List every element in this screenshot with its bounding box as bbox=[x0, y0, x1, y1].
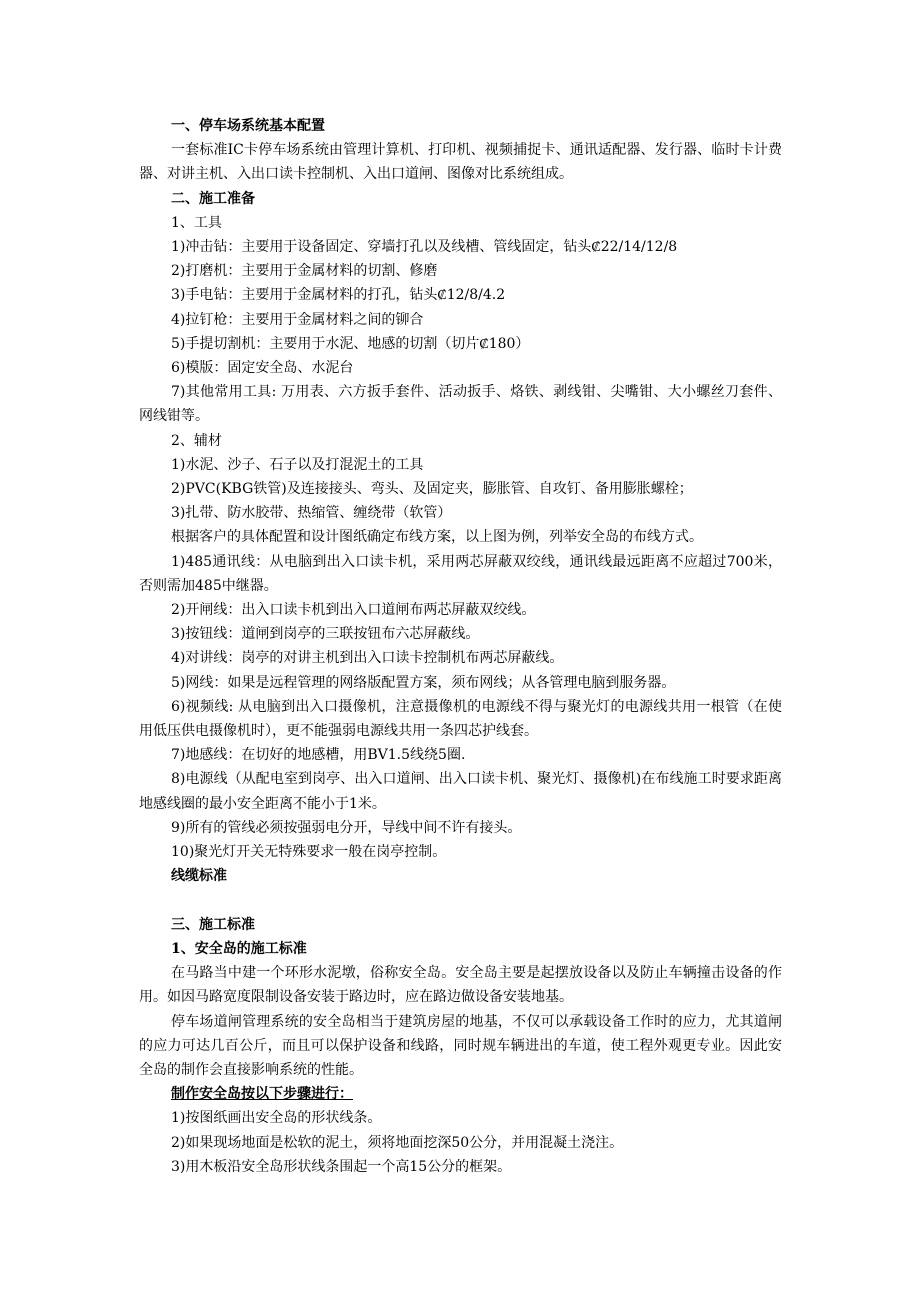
list-item: 7)其他常用工具: 万用表、六方扳手套件、活动扳手、烙铁、剥线钳、尖嘴钳、大小螺丝刀套件、网线钳等。 bbox=[139, 384, 782, 425]
section-heading-3: 三、施工标准 bbox=[171, 916, 255, 933]
list-item: 3)用木板沿安全岛形状线条围起一个高15公分的框架。 bbox=[171, 1158, 512, 1175]
list-item: 4)对讲线：岗亭的对讲主机到出入口读卡控制机布两芯屏蔽线。 bbox=[171, 650, 564, 667]
cable-standard-heading: 线缆标准 bbox=[171, 868, 227, 885]
steps-heading: 制作安全岛按以下步骤进行： bbox=[171, 1086, 353, 1103]
list-item: 1)485通讯线：从电脑到出入口读卡机，采用两芯屏蔽双绞线，通讯线最远距离不应超过700米，否则需加485中继器。 bbox=[139, 553, 782, 594]
list-item: 8)电源线（从配电室到岗亭、出入口道闸、出入口读卡机、聚光灯、摄像机)在布线施工时要求距离地感线圈的最小安全距离不能小于1米。 bbox=[139, 771, 782, 812]
list-item: 9)所有的管线必须按强弱电分开，导线中间不许有接头。 bbox=[171, 819, 522, 836]
list-item: 2)如果现场地面是松软的泥土，须将地面挖深50公分，并用混凝土浇注。 bbox=[171, 1134, 624, 1151]
subsection-heading-safety-island: 1、安全岛的施工标准 bbox=[171, 940, 307, 957]
paragraph: 一套标准IC卡停车场系统由管理计算机、打印机、视频捕捉卡、通讯适配器、发行器、临时卡计费器、对讲主机、入出口读卡控制机、入出口道闸、图像对比系统组成。 bbox=[139, 142, 782, 183]
list-item: 2)PVC(KBG铁管)及连接接头、弯头、及固定夹，膨胀管、自攻钉、备用膨胀螺栓； bbox=[171, 481, 693, 498]
section-heading-2: 二、施工准备 bbox=[171, 190, 255, 207]
document-body bbox=[139, 114, 782, 1179]
blank-line bbox=[139, 889, 782, 913]
paragraph: 停车场道闸管理系统的安全岛相当于建筑房屋的地基，不仅可以承载设备工作时的应力，尤其道闸的应力可达几百公斤，而且可以保护设备和线路，同时规车辆进出的车道，使工程外观更专业。因此安全岛的制作会直接影响系统的性能。 bbox=[139, 1013, 782, 1078]
list-item: 6)模版：固定安全岛、水泥台 bbox=[171, 360, 354, 377]
list-item: 2)开闸线：出入口读卡机到出入口道闸布两芯屏蔽双绞线。 bbox=[171, 602, 536, 619]
list-item: 10)聚光灯开关无特殊要求一般在岗亭控制。 bbox=[171, 844, 447, 861]
list-item: 3)手电钻：主要用于金属材料的打孔，钻头₡12/8/4.2 bbox=[171, 287, 506, 304]
paragraph: 在马路当中建一个环形水泥墩，俗称安全岛。安全岛主要是起摆放设备以及防止车辆撞击设备的作用。如因马路宽度限制设备安装于路边时，应在路边做设备安装地基。 bbox=[139, 965, 782, 1006]
list-item: 2)打磨机：主要用于金属材料的切割、修磨 bbox=[171, 263, 438, 280]
list-item: 1)冲击钻：主要用于设备固定、穿墙打孔以及线槽、管线固定，钻头₡22/14/12/8 bbox=[171, 239, 678, 256]
list-item: 5)手提切割机：主要用于水泥、地感的切割（切片₡180） bbox=[171, 335, 530, 352]
section-heading-1: 一、停车场系统基本配置 bbox=[171, 118, 325, 134]
list-item: 6)视频线: 从电脑到出入口摄像机，注意摄像机的电源线不得与聚光灯的电源线共用一根管（在使用低压供电摄像机时），更不能强弱电源线共用一条四芯护线套。 bbox=[139, 698, 782, 740]
list-item: 4)拉钉枪：主要用于金属材料之间的铆合 bbox=[171, 311, 424, 328]
subsection-heading-materials: 2、辅材 bbox=[171, 432, 222, 449]
list-item: 5)网线：如果是远程管理的网络版配置方案，须布网线；从各管理电脑到服务器。 bbox=[171, 674, 676, 691]
list-item: 3)扎带、防水胶带、热缩管、缠绕带（软管） bbox=[171, 505, 452, 522]
subsection-heading-tools: 1、工具 bbox=[171, 214, 222, 231]
list-item: 1)水泥、沙子、石子以及打混泥土的工具 bbox=[171, 456, 424, 473]
list-item: 3)按钮线：道闸到岗亭的三联按钮布六芯屏蔽线。 bbox=[171, 626, 480, 643]
list-item: 1)按图纸画出安全岛的形状线条。 bbox=[171, 1110, 382, 1127]
paragraph: 根据客户的具体配置和设计图纸确定布线方案，以上图为例，列举安全岛的布线方式。 bbox=[171, 529, 703, 546]
list-item: 7)地感线：在切好的地感槽，用BV1.5线绕5圈. bbox=[171, 747, 466, 764]
